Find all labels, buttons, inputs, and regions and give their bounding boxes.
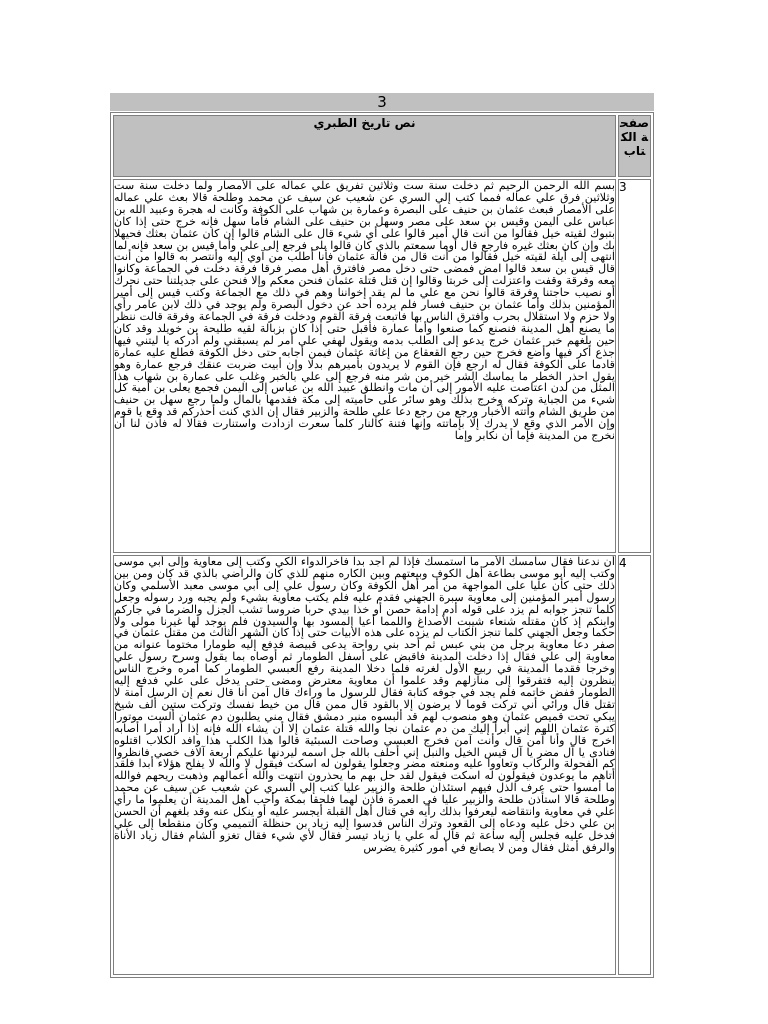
header-title: نص تاريخ الطبري [113, 115, 616, 177]
row-text: أن ندعنا فقال سأمسك الأمر ما استمسك فإذا لم أجد بدا فآخرالدواء الكي وكتب إلى معاوية وإلى أبي موسى وكتب إليه أبو موسى بطاعة أهل الكوف وبيعتهم وبين الكاره منهم للذي كان والراضي بالذي قد كان ومن بين ذلك حتى كأن عليا على المواجهة من أمر أهل الكوفة وكان رسول علي إلى أبي موسى معبد الأسلمي وكان رسول أمير المؤمنين إلى معاوية سبرة الجهني فقدم عليه فلم يكتب معاوية بشيء ولم يجبه ورد رسوله وجعل كلما تنجز جوابه لم يزد على قوله أدم إدامة حصن أو خذا بيدي حربا ضروسا تشب الجزل والضرما في جاركم وابنكم إذ كان مقتله شنعاء شيبت الأصداغ واللمما أعيا المسود بها والسيدون فلم يوجد لها غيرنا مولى ولا حكما وجعل الجهني كلما تنجز الكتاب لم يزده على هذه الأبيات حتى إذا كان الشهر الثالث من مقتل عثمان في صفر دعا معاوية برجل من بني عبس ثم أحد بني رواحة يدعى قبيصة فدفع إليه طومارا مختوما عنوانه من معاوية إلى علي فقال إذا دخلت المدينة فاقبض على أسفل الطومار ثم أوصاه بما يقول وسرح رسول علي وخرجا فقدما المدينة في ربيع الأول لغرته فلما دخلا المدينة رفع العبسي الطومار كما أمره وخرج الناس ينظرون إليه فتفرقوا إلى منازلهم وقد علموا أن معاوية معترض ومضى حتى يدخل على علي فدفع إليه الطومار ففض خاتمه فلم يجد في جوفه كتابة فقال للرسول ما وراءك قال آمن أنا قال نعم إن الرسل آمنة لا تقتل قال ورائي أني تركت قوما لا يرضون إلا بالقود قال ممن قال من خيط نفسك وتركت ستين ألف شيخ يبكي تحت قميص عثمان وهو منصوب لهم قد ألبسوه منبر دمشق فقال مني يطلبون دم عثمان ألست موتورا كترة عثمان اللهم إني أبرأ إليك من دم عثمان نجا والله قتلة عثمان إلا أن يشاء الله فإنه إذا أراد أمرا أصابه اخرج قال وأنا آمن قال وأنت آمن فخرج العبسي وصاحت السبئية قالوا هذا الكلب هذا وافد الكلاب اقتلوه فنادى يا آل مضر يا آل قيس الخيل والنبل إني أحلف بالله جل اسمه ليردنها عليكم أربعة آلاف خصي فانظروا كم الفحولة والركاب وتعاووا عليه ومنعته مضر وجعلوا يقولون له اسكت فيقول لا والله لا يفلح هؤلاء أبدا فلقد أتاهم ما يوعدون فيقولون له اسكت فيقول لقد حل بهم ما يحذرون انتهت والله أعمالهم وذهبت ريحهم فوالله ما أمسوا حتى عرف الذل فيهم استئذان طلحة والزبير عليا كتب إلي السري عن شعيب عن سيف عن محمد وطلحة قالا استأذن طلحة والزبير عليا في العمرة فأذن لهما فلحقا بمكة وأحب أهل المدينة أن يعلموا ما رأي علي في معاوية وانتقاضه ليعرفوا بذلك رأيه في قتال أهل القبلة أيجسر عليه أو ينكل عنه وقد بلغهم أن الحسن بن علي دخل عليه ودعاه إلى القعود وترك الناس فدسوا إليه زياد بن حنظلة التميمي وكان منقطعا إلى علي فدخل عليه فجلس إليه ساعة ثم قال له علي يا زياد تيسر فقال لأي شيء فقال تغزو الشام فقال زياد الأناة والرفق أمثل فقال ومن لا يصانع في أمور كثيرة يضرس [113, 555, 616, 975]
row-page-number: 3 [618, 179, 651, 553]
table-row [113, 555, 651, 975]
row-text: بسم الله الرحمن الرحيم ثم دخلت سنة ست وثلاثين تفريق علي عماله على الأمصار ولما دخلت سنة ست وثلاثين فرق علي عماله فمما كتب إلي السري عن شعيب عن سيف عن محمد وطلحة قالا بعث علي عماله على الأمصار فبعث عثمان بن حنيف على البصرة وعمارة بن شهاب على الكوفة وكانت له هجرة وعبيد الله بن عباس على اليمن وقيس بن سعد على مصر وسهل بن حنيف على الشام فأما سهل فإنه خرج حتى إذا كان بتبوك لقيته خيل فقالوا من أنت قال أمير قالوا على أي شيء قال على الشام قالوا إن كان عثمان بعثك فحيهلا بك وإن كان بعثك غيره فارجع قال أوما سمعتم بالذي كان قالوا بلى فرجع إلى علي وأما قيس بن سعد فإنه لما انتهى إلى أيلة لقيته خيل فقالوا من أنت قال من فالة عثمان فأنا أطلب من آوي إليه وأنتصر به قالوا من أنت قال قيس بن سعد قالوا امض فمضى حتى دخل مصر فافترق أهل مصر فرقا فرقة دخلت في الجماعة وكانوا معه وفرقة وقفت واعتزلت إلى خربتا وقالوا إن قتل قتلة عثمان فنحن معكم وإلا فنحن على جديلتنا حتى نحرك أو نصيب حاجتنا وفرقة قالوا نحن مع علي ما لم يقد إخواننا وهم في ذلك مع الجماعة وكتب قيس إلى أمير المؤمنين بذلك وأما عثمان بن حنيف فسار فلم يرده أحد عن دخول البصرة ولم يوجد في ذلك لابن عامر رأي ولا حزم ولا استقلال بحرب وافترق الناس بها فاتبعت فرقة القوم ودخلت فرقة في الجماعة وفرقة قالت ننظر ما يصنع أهل المدينة فنصنع كما صنعوا وأما عمارة فأقبل حتى إذا كان بزبالة لقيه طليحة بن خويلد وقد كان حين بلغهم خبر عثمان خرج يدعو إلى الطلب بدمه ويقول لهفي على أمر لم يسبقني ولم أدركه يا ليتني فيها جذع أكر فيها وأضع فخرج حين رجع القعقاع من إغاثة عثمان فيمن أجابه حتى دخل الكوفة فطلع عليه عمارة قادما على الكوفة فقال له ارجع فإن القوم لا يريدون بأميرهم بدلا وإن أبيت ضربت عنقك فرجع عمارة وهو يقول احذر الخطر ما يماسك الشر خير من شر منه فرجع إلى علي بالخبر وغلب على عمارة بن شهاب هذا المثل من لدن اعتاصت عليه الأمور إلى أن مات وانطلق عبيد الله بن عباس إلى اليمن فجمع يعلى بن أمية كل شيء من الجباية وتركه وخرج بذلك وهو سائر على حاميته إلى مكة فقدمها بالمال ولما رجع سهل بن حنيف من طريق الشام وأتته الأخبار ورجع من رجع دعا علي طلحة والزبير فقال إن الذي كنت أحذركم قد وقع يا قوم وإن الأمر الذي وقع لا يدرك إلا بإماتته وإنها فتنة كالنار كلما سعرت ازدادت واستنارت فقالا له فأذن لنا أن نخرج من المدينة فإما أن نكابر وإما [113, 179, 616, 553]
row-page-number: 4 [618, 555, 651, 975]
table-header-row [113, 115, 651, 177]
text-table [110, 112, 654, 978]
table-row [113, 179, 651, 553]
document-page [110, 93, 654, 978]
page-number: 3 [110, 93, 654, 111]
header-book-page: صفحة الكتاب [618, 115, 651, 177]
